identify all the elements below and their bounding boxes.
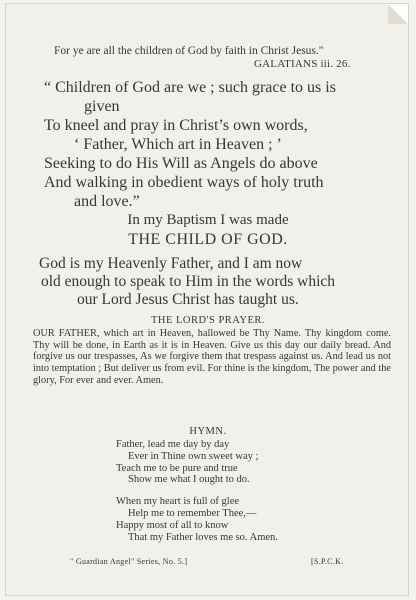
hymn-line: Help me to remember Thee,— xyxy=(128,507,257,519)
publisher-note: [S.P.C.K. xyxy=(311,557,344,566)
folded-corner xyxy=(388,4,408,24)
poem-line: Seeking to do His Will as Angels do above xyxy=(44,155,318,172)
poem-line: ‘ Father, Which art in Heaven ; ’ xyxy=(74,136,282,153)
baptism-line: In my Baptism I was made xyxy=(127,212,289,228)
poem-line: and love.” xyxy=(74,193,140,210)
paragraph-line: our Lord Jesus Christ has taught us. xyxy=(77,291,299,308)
hymn-line: Show me what I ought to do. xyxy=(128,474,250,486)
heavenly-father-paragraph xyxy=(39,255,335,309)
hymn-line: Teach me to be pure and true xyxy=(116,462,238,474)
baptism-heading: THE CHILD OF GOD. xyxy=(128,231,288,248)
paragraph-line: God is my Heavenly Father, and I am now xyxy=(39,255,303,272)
hymn-line: Ever in Thine own sweet way ; xyxy=(128,450,259,462)
poem-line: To kneel and pray in Christ’s own words, xyxy=(44,117,308,134)
hymn-line: When my heart is full of glee xyxy=(116,496,240,508)
hymn-title: HYMN. xyxy=(189,426,227,437)
lords-prayer-text: OUR FATHER, which art in Heaven, hallowed be Thy Name. Thy kingdom come. Thy will be done, in Earth as it is in Heaven. Give us this day our daily bread. And forgive us our trespasses, As we forgive them that trespass against us. And lead us not into temptation ; But deliver us from evil. For thine is the kingdom, The power and the glory, For ever and ever. Amen. xyxy=(33,328,391,386)
epigraph-reference: GALATIANS iii. 26. xyxy=(254,58,351,70)
hymn-line: That my Father loves me so. Amen. xyxy=(128,531,278,543)
poem-line: given xyxy=(84,98,120,115)
hymn-line: Father, lead me day by day xyxy=(116,439,230,450)
hymn-verses xyxy=(116,439,278,543)
poem-line: And walking in obedient ways of holy truth xyxy=(44,174,324,191)
poem-line: “ Children of God are we ; such grace to us is xyxy=(44,79,336,96)
poem xyxy=(44,78,336,211)
prayer-card xyxy=(5,3,409,596)
paragraph-line: old enough to speak to Him in the words which xyxy=(41,273,336,290)
hymn-line: Happy most of all to know xyxy=(116,519,229,531)
lords-prayer-title: THE LORD'S PRAYER. xyxy=(150,315,266,326)
series-note: " Guardian Angel" Series, No. 5.] xyxy=(70,557,188,566)
epigraph-text: For ye are all the children of God by faith in Christ Jesus." xyxy=(54,45,324,57)
